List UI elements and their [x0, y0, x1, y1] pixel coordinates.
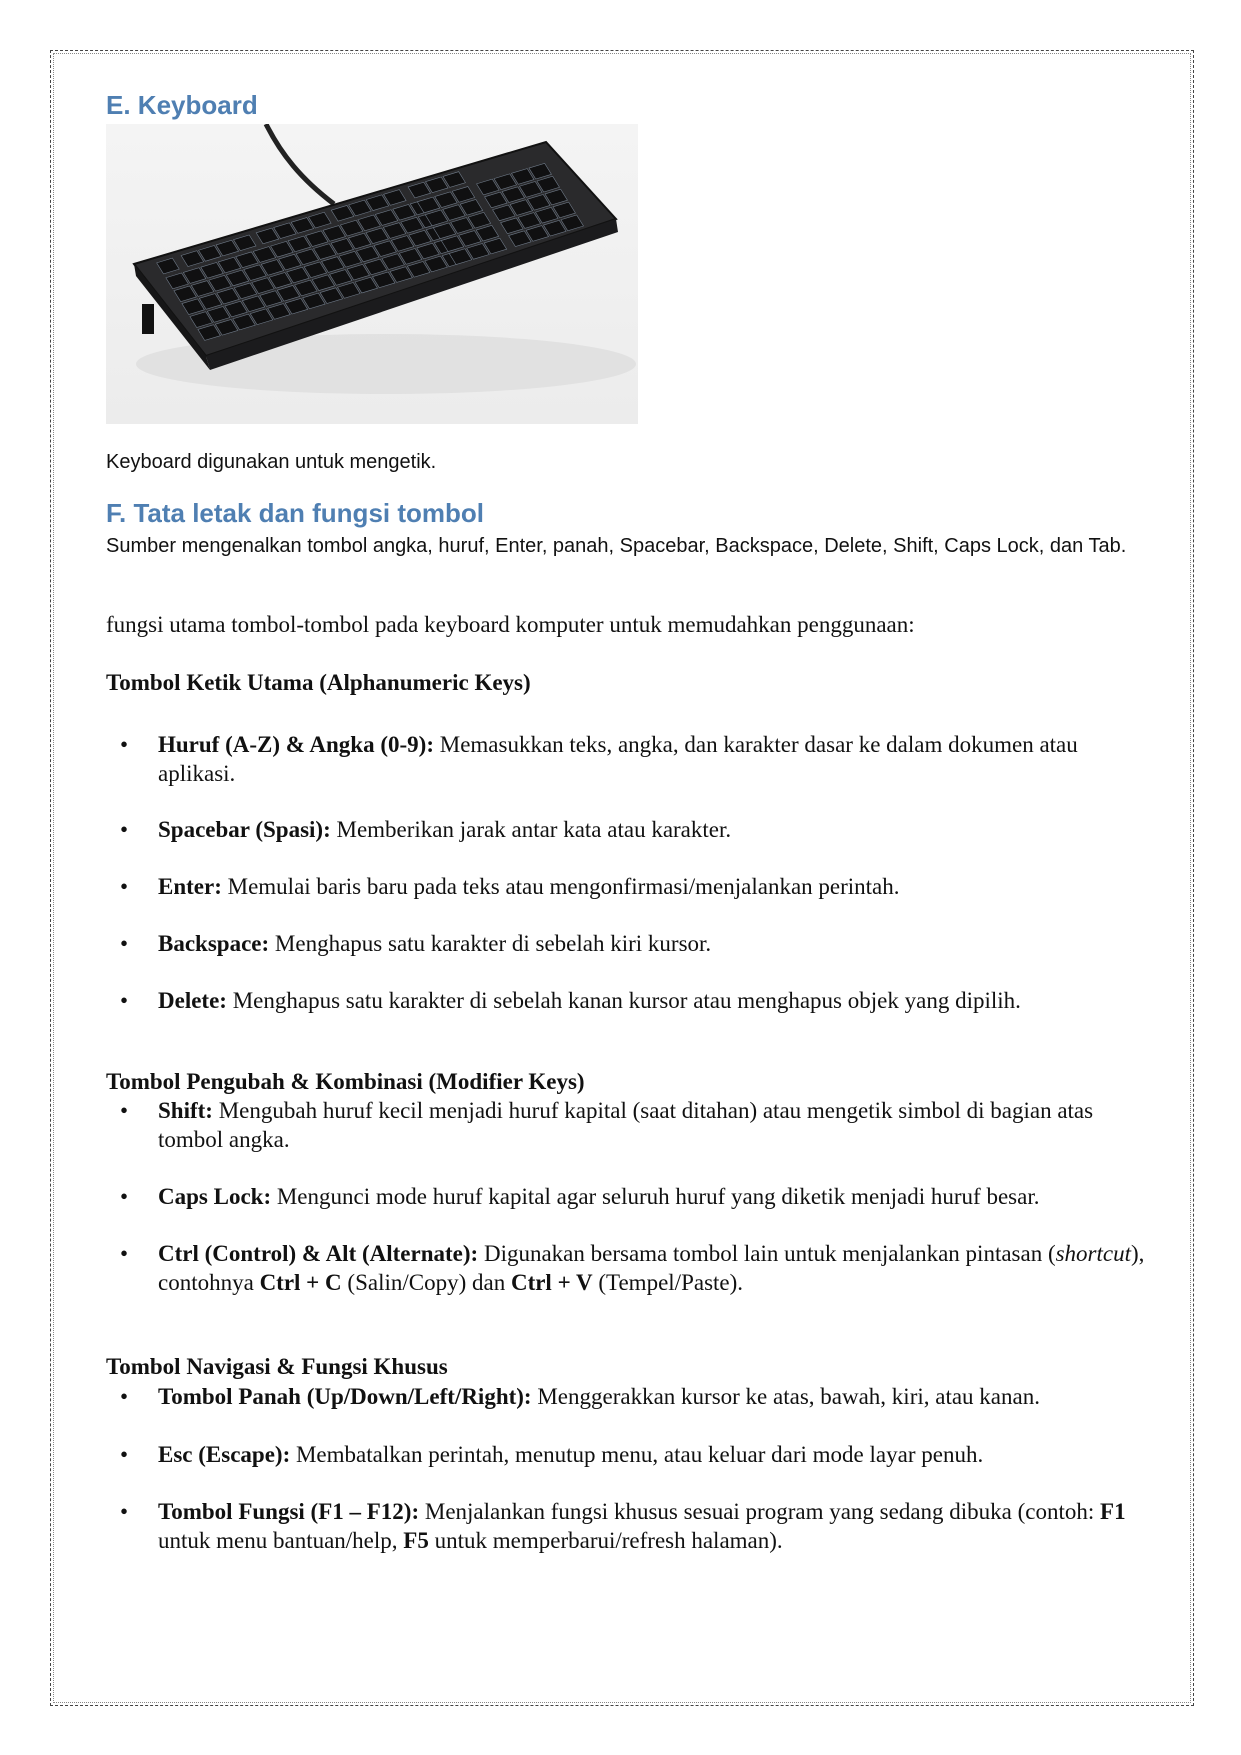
list-item-bold: F5: [403, 1528, 429, 1553]
intro-paragraph: Sumber mengenalkan tombol angka, huruf, Enter, panah, Spacebar, Backspace, Delete, Shift, Caps Lock, dan Tab.: [106, 535, 1127, 557]
bullet-icon: •: [120, 874, 129, 899]
list-item-desc: Digunakan bersama tombol lain untuk menjalankan pintasan (: [478, 1241, 1056, 1266]
list-item-bold: Ctrl + V: [510, 1270, 593, 1295]
bullet-icon: •: [120, 732, 129, 757]
bullet-icon: •: [120, 1241, 129, 1266]
list-item-term: Enter:: [158, 874, 222, 899]
list-item-desc: (Salin/Copy) dan: [341, 1270, 511, 1295]
list-item-term: Caps Lock:: [158, 1184, 272, 1209]
bullet-icon: •: [120, 1098, 129, 1123]
list-item-desc: Menghapus satu karakter di sebelah kiri kursor.: [269, 931, 712, 956]
list-item-term: Ctrl (Control) & Alt (Alternate):: [158, 1241, 479, 1266]
list-item-desc: ), contohnya: [158, 1241, 1145, 1295]
section-title-modifier: Tombol Pengubah & Kombinasi (Modifier Keys): [106, 1069, 585, 1094]
keyboard-photo: [106, 124, 638, 424]
bullet-icon: •: [120, 1499, 129, 1524]
list-item-desc: Memulai baris baru pada teks atau mengonfirmasi/menjalankan perintah.: [221, 874, 900, 899]
bullet-icon: •: [120, 1442, 129, 1467]
list-item-term: Tombol Panah (Up/Down/Left/Right):: [158, 1384, 532, 1409]
caption: Keyboard digunakan untuk mengetik.: [106, 451, 437, 473]
list-item-term: Esc (Escape):: [158, 1442, 291, 1467]
list-item-desc: Memberikan jarak antar kata atau karakter.: [330, 817, 732, 842]
section-title-alphanumeric: Tombol Ketik Utama (Alphanumeric Keys): [106, 670, 531, 695]
lead-paragraph: fungsi utama tombol-tombol pada keyboard komputer untuk memudahkan penggunaan:: [106, 612, 915, 637]
list-item-desc: Mengubah huruf kecil menjadi huruf kapital (saat ditahan) atau mengetik simbol di bagian atas tombol angka.: [158, 1098, 1094, 1152]
list-item-desc: untuk menu bantuan/help,: [158, 1528, 404, 1553]
list-item-term: Tombol Fungsi (F1 – F12):: [158, 1499, 420, 1524]
list-item-term: Huruf (A-Z) & Angka (0-9):: [158, 732, 434, 757]
list-item-desc: (Tempel/Paste).: [592, 1270, 744, 1295]
bullet-icon: •: [120, 1384, 129, 1409]
list-item-italic: shortcut: [1055, 1241, 1131, 1266]
section-title-navigation: Tombol Navigasi & Fungsi Khusus: [106, 1354, 448, 1379]
list-item-desc: untuk memperbarui/refresh halaman).: [428, 1528, 783, 1553]
list-item-desc: Mengunci mode huruf kapital agar seluruh huruf yang diketik menjadi huruf besar.: [271, 1184, 1040, 1209]
heading-keyboard: E. Keyboard: [106, 90, 258, 120]
list-item-desc: Memasukkan teks, angka, dan karakter dasar ke dalam dokumen atau aplikasi.: [158, 732, 1078, 786]
list-item-desc: Menghapus satu karakter di sebelah kanan kursor atau menghapus objek yang dipilih.: [226, 988, 1021, 1013]
bullet-icon: •: [120, 931, 129, 956]
bullet-icon: •: [120, 817, 129, 842]
list-item-term: Spacebar (Spasi):: [158, 817, 331, 842]
list-item-desc: Menjalankan fungsi khusus sesuai program yang sedang dibuka (contoh:: [419, 1499, 1101, 1524]
list-item-desc: Menggerakkan kursor ke atas, bawah, kiri, atau kanan.: [531, 1384, 1040, 1409]
list-item-bold: F1: [1100, 1499, 1126, 1524]
list-item-term: Shift:: [158, 1098, 213, 1123]
bullet-icon: •: [120, 988, 129, 1013]
list-item-bold: Ctrl + C: [259, 1270, 342, 1295]
keyboard-illustration: [106, 124, 638, 424]
list-item-desc: Membatalkan perintah, menutup menu, atau keluar dari mode layar penuh.: [290, 1442, 984, 1467]
heading-layout: F. Tata letak dan fungsi tombol: [106, 498, 484, 528]
bullet-icon: •: [120, 1184, 129, 1209]
list-item-term: Delete:: [158, 988, 227, 1013]
list-item-term: Backspace:: [158, 931, 270, 956]
